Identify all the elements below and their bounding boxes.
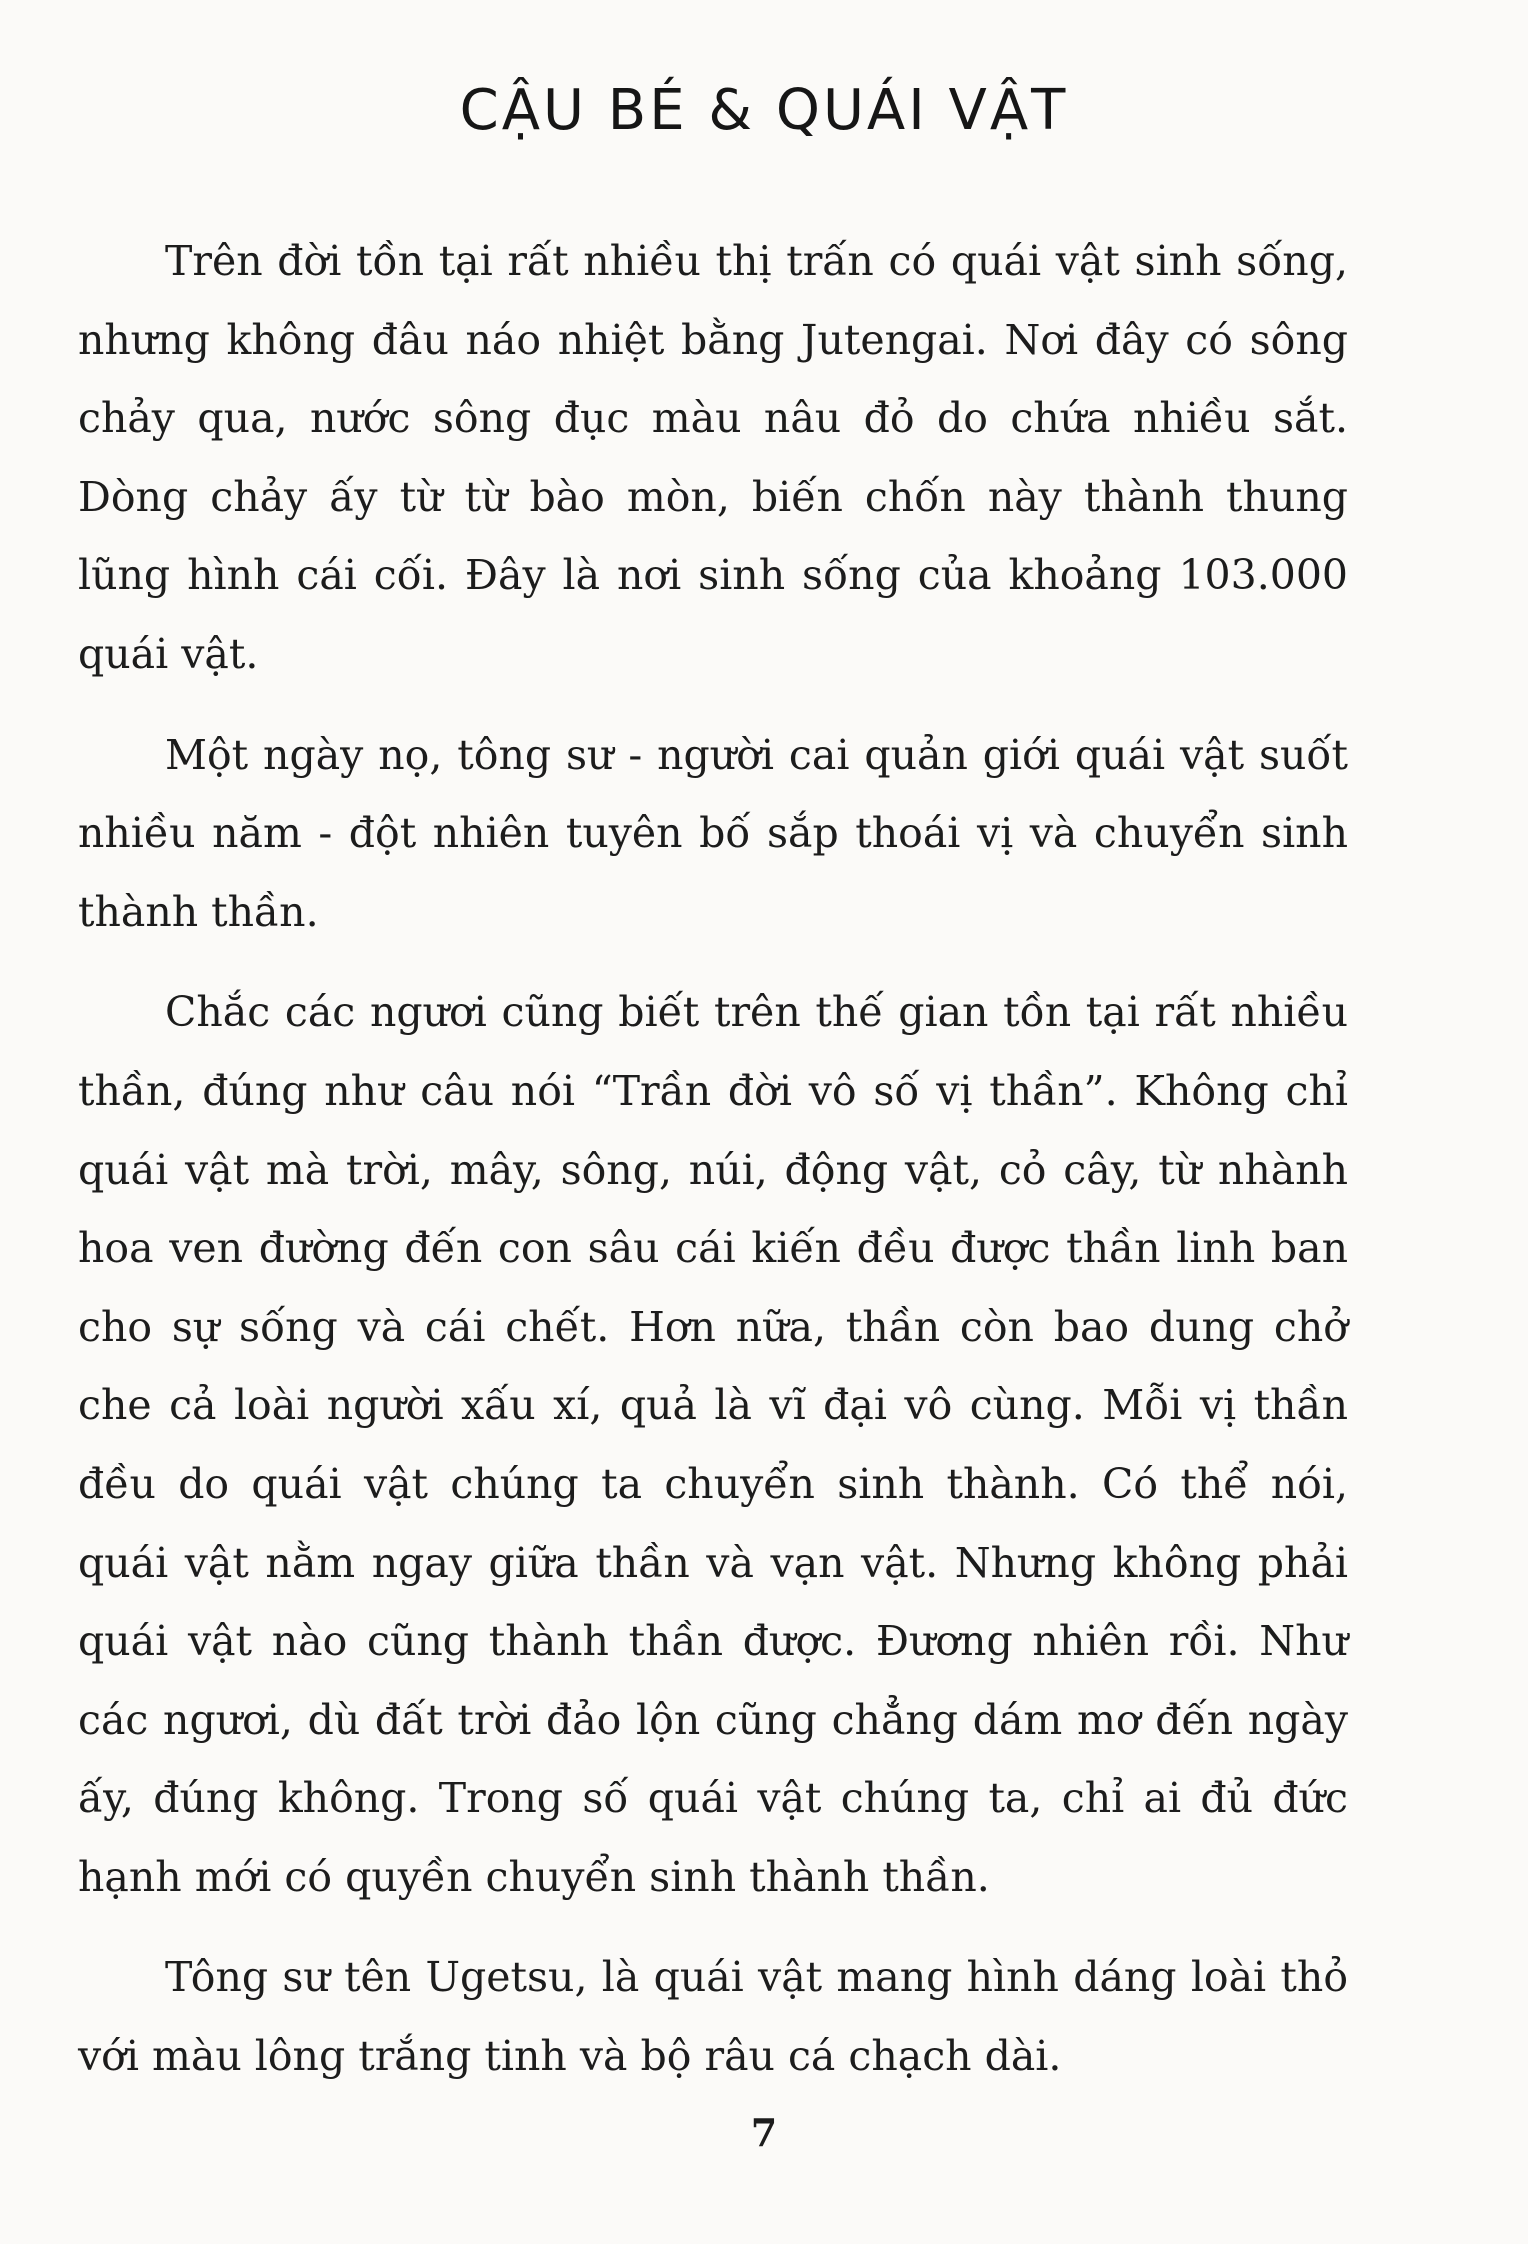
paragraph: Trên đời tồn tại rất nhiều thị trấn có quái vật sinh sống, nhưng không đâu náo nhiệt bằng Jutengai. Nơi đây có sông chảy qua, nước sông đục màu nâu đỏ do chứa nhiều sắt. Dòng chảy ấy từ từ bào mòn, biến chốn này thành thung lũng hình cái cối. Đây là nơi sinh sống của khoảng 103.000 quái vật. <box>78 237 1348 678</box>
running-title: CẬU BÉ & QUÁI VẬT <box>459 78 1069 143</box>
paragraph: Một ngày nọ, tông sư - người cai quản giới quái vật suốt nhiều năm - đột nhiên tuyên bố sắp thoái vị và chuyển sinh thành thần. <box>78 730 1348 936</box>
paragraph: Tông sư tên Ugetsu, là quái vật mang hình dáng loài thỏ với màu lông trắng tinh và bộ râu cá chạch dài. <box>78 1953 1348 2081</box>
paragraph: Chắc các ngươi cũng biết trên thế gian tồn tại rất nhiều thần, đúng như câu nói “Trần đời vô số vị thần”. Không chỉ quái vật mà trời, mây, sông, núi, động vật, cỏ cây, từ nhành hoa ven đường đến con sâu cái kiến đều được thần linh ban cho sự sống và cái chết. Hơn nữa, thần còn bao dung chở che cả loài người xấu xí, quả là vĩ đại vô cùng. Mỗi vị thần đều do quái vật chúng ta chuyển sinh thành. Có thể nói, quái vật nằm ngay giữa thần và vạn vật. Nhưng không phải quái vật nào cũng thành thần được. Đương nhiên rồi. Như các ngươi, dù đất trời đảo lộn cũng chẳng dám mơ đến ngày ấy, đúng không. Trong số quái vật chúng ta, chỉ ai đủ đức hạnh mới có quyền chuyển sinh thành thần. <box>78 988 1348 1901</box>
page-number: 7 <box>750 2110 778 2155</box>
body-text <box>78 222 1348 2096</box>
